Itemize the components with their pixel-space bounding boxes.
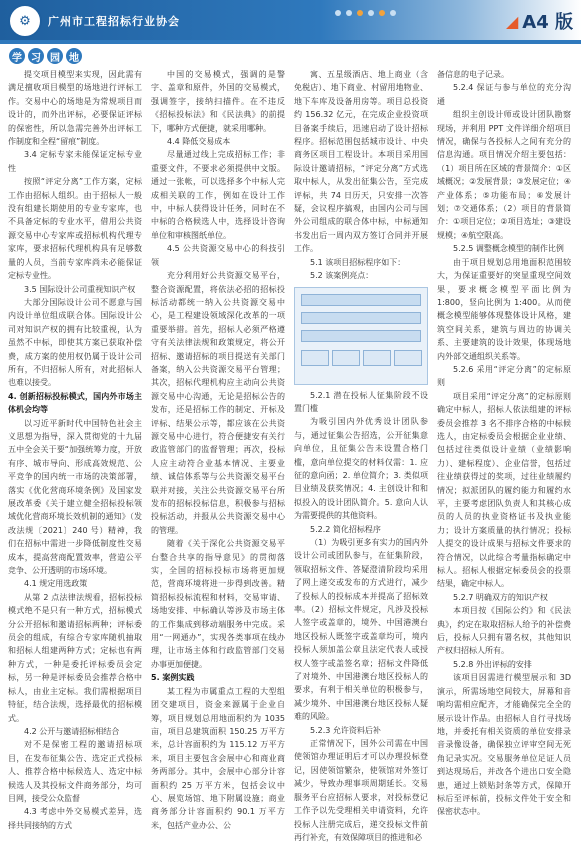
brand-name: 广州市工程招标行业协会 [48,15,180,28]
text-column-4 [437,68,571,817]
paragraph: 提交项目模型来实现，因此需有满足擅收项目模型的场地进行评标工作。交易中心的场地是为常规项目而设计的，而外出评标，必要保证评标的保密性，所以急需完善外出评标工作制度和全程“留痕”制度。 [8,70,142,147]
paragraph: 按照“评定分离”工作方案，定标工作由招标人组织。由于招标人一般没有组建长期使用的专业专家库，也不具备定标的专业水平，借用公共资源交易中心专家库或招标机构代理专家库，要求招标代理机构具有足够数量的人员，当前专家库尚未必能保证定标专业性。 [8,177,142,281]
paragraph: 尽量通过线上完成招标工作；非重要文件，不要求必须提供中文版。通过一张帐，可以选择多个中标人完成相关联的工作，例如在设计工作中，中标人获得设计任务，同时在不中标的合格候选人中，选择设计咨询单位和审核图纸单位。 [151,150,285,240]
paragraph: 组织主创设计师或设计团队勘察现场，并利用 PPT 文件详细介绍项目情况，确保与各投标人之间有充分的信息沟通。项目情况介绍主要包括：（1）项目所在区域的背景简介：①区域概况；②发展背景；③发展定位；④产业体系；⑤功能布局；⑥发展计划；⑦交通体系；（2）项目的背景简介：①项目定位；②项目选址；③建设规模；④航空限高。 [437,110,571,240]
page-header [0,0,581,64]
paragraph: 4.3 考虑中外交易模式差异，选择共同接纳的方式 [8,807,142,830]
edition-text: A4 版 [522,12,573,33]
section-char: 园 [47,48,63,64]
paragraph: 5.1 该项目招标程序如下： [310,257,406,267]
section-char: 地 [66,48,82,64]
paragraph: 大部分国际设计公司不愿意与国内设计单位组成联合体。国际设计公司对知识产权的拥有比较重视，认为虽然不中标，即使其方案已获取补偿费，成方案的使用权仍属于设计公司所有，不归招标人所有，对此招标人也难以接受。 [8,297,142,388]
section-char: 习 [28,48,44,64]
header-subbar [0,40,581,44]
paragraph: 正常情况下，国外公司需在中国使领馆办理证明后才可以办理投标登记，因使领馆繁杂，使领馆对外签订减少，导致办理事项周期延长。交易服务平台应招标人要求，对投标登记工作予以先受理相关申请资料，允许投标人注册完成后，递交投标文件前再行补充，有效保障项目的推进和必 [294,739,428,842]
logo-icon: ⚙ [8,4,42,38]
paragraph: 5.2.2 简化招标程序 [310,524,381,534]
paragraph: 5.2 该案例亮点： [310,271,374,281]
paragraph: 4.5 公共资源交易中心的科技引领 [151,244,285,267]
paragraph: 项目采用“评定分离”的定标原则确定中标人，招标人依法组建的评标委员会推荐 3 名不排序合格的中标候选人，由定标委员会根据企业业绩、包括过往类似设计业绩（业绩影响力）、建标程度）、企业信誉，包括过往业绩获得过的奖项，过往业绩履约情况；拟派团队的履约能力和履约水平，主要考虑团队负责人和其核心成员的人员的执业资格证书及执业能力；设计方案质量的执行情况；投标人提交的设计成果与招标文件要求的符合情况，以此综合考量指标确定中标人。招标人根据定标委员会的投票结果，确定中标人。 [437,391,571,589]
paragraph: 为吸引国内外优秀设计团队参与，通过征集公告招选，公开征集意向单位，且征集公告未设置合格门槛，意向单位提交的材料仅需：1. 应征的意向函；2. 单位简介；3. 类似项目业绩及获奖情况；4. 主创设计和和拟投入的设计团队简介。5. 意向人认为需要提供的其他资料。 [294,417,428,521]
paragraph: 5.2.5 调整概念模型的制作比例 [453,244,564,254]
paragraph: 4.4 降低交易成本 [167,137,231,147]
paragraph: 对不是保密工程的邀请招标项目，在发布征集公告、选定正式投标人、推荐合格中标候选人、选定中标候选人及其投标文件商务部分，均可目网，接受公众监督 [8,740,142,803]
table-cell [394,350,422,366]
paragraph: 5.2.8 外出评标的安排 [453,659,532,669]
decorative-dots [335,10,396,16]
paragraph: 4.2 公开与邀请招标相结合 [24,726,120,736]
table-cell [363,350,391,366]
brand [8,4,180,38]
section-char: 学 [9,48,25,64]
paragraph: 从第 2 点法律法规看，招标投标模式绝不是只有一种方式，招标模式分公开招标和邀请招标两种；评标委员会的组成，有综合专家库随机抽取和招标人组建两种方式；定标也有两种方式，一种是委托评标委员会定标，另一种是评标委员会推荐合格中标人，由业主定标。我们需根据项目特征，结合法规，选择最优的招标模式。 [8,592,142,723]
article-body [8,68,574,842]
paragraph: 随着《关于深化公共资源交易平台整合共享的指导意见》的贯彻落实，全国的招标投标市场将更加规范，营商环境将进一步得到改善。精简招标投标流程和材料，交易审请、场地安排、中标确认等涉及市场主体的工作集成到移动端服务中完成。采用“一网通办”，实现各类事项在线办理，让市场主体和行政监管部门交易办事更加便捷。 [151,539,285,669]
paragraph: 5.2.1 潜在投标人征集阶段不设置门槛 [294,390,428,413]
paragraph: 3.4 定标专家未能保证定标专业性 [8,150,142,173]
paragraph: 4.1 规定用选政策 [24,579,88,589]
text-column-1 [8,68,142,830]
edition-label [506,8,573,34]
paragraph: 该项目因需进行模型展示和 3D 演示，所需场地空间较大，屏幕和音响均需相应配齐，才能确保完全全的展示设计作品。由招标人自行寻找场地，并委托有相关资质的单位安排录音录像设备，确保独立评审空间无死角记录实况。交易服务单位足证人员到达现场后，并改各个进出口安全隐患，通过上锁贴封条等方式，保障开标后至评标前，投标文件处于安全和保密状态中。 [437,673,571,817]
paragraph: 5.2.3 允许资料后补 [310,725,381,735]
paragraph: 5.2.4 保证与参与单位的充分沟通 [437,83,571,106]
paragraph: 备信息的电子记录。 [437,70,509,79]
paragraph: 由于项目规划总用地面积范围较大，为保证重要好的突显重现空间效果，要求概念模型平面比例为 1:800，竖向比例为 1:400。从而使概念模型能够体现整体设计风格，建筑空间关系，建筑与周边的协调关系、主要建筑的设计效果，体现场地内外部交通组织关系等。 [437,257,571,361]
text-column-3 [294,68,428,842]
table-row [301,294,421,306]
table-cell [332,350,360,366]
text-column-2 [151,68,285,830]
paragraph: 某工程为市属重点工程的大型组团交建项目，资金来源属于企业自筹，项目规划总用地面积约为 1035 亩，项目总建筑面积 150.25 万平方米，总计容面积约为 115.12 万平方米，项目主要包含会展中心和商业商务两部分。其中，会展中心部分计容面积约 25 万平方米，包括会议中心、展览场馆、地下附属设施；商业商务部分计容面积约 90.1 万平方米，包括产业办公、公 [151,686,285,830]
paragraph: 中国的交易模式，强调的是警字、盖章和原件，外国的交易模式，强调签字，接纳扫描件。在不违反《招标投标法》和《民法典》的前提下，哪种方式便捷，就采用哪种。 [151,70,285,133]
process-table-image [294,287,428,385]
paragraph: 寓、五星级酒店、地上商业（含免税店）、地下商业、村留用地物业、地下车库及设备用房等。项目总投资约 156.32 亿元，在完成企业投资项目备案手续后，迅速启动了设计招标程序。招标范围包括城市设计、中央商务区项目工程设计。本项目采用国际设计邀请招标，“评定分离”方式选取中标人，从发出征集公告，至完成评标，共 74 日历天，只安排一次答疑，会议程序搞观，由国内公司与国外公司组成的联合体中标，中标通知书发出后一周内双方签订合同并开展工作。 [294,70,428,254]
table-row [301,312,421,324]
section-title [9,48,82,64]
section-heading: 5. 案例实践 [151,673,195,683]
table-row [301,330,421,342]
paragraph: 5.2.6 采用“评定分离”的定标原则 [437,364,571,388]
triangle-mark-icon: ◢ [505,11,519,31]
paragraph: 以习近平新时代中国特色社会主义思想为指导，深入贯彻党的十九届五中全会关于要“加强统筹力度，开放有序、城市导向、形成高效规范、公平竞争的国内统一市场的决策部署，落实《优化营商环境条例》及国家发展改革委《关于建立健全招标投标领域优化营商环境长效机制的通知》（发改法规〔2021〕240 号）精神，我们在招标中需进一步降低制度性交易成本，提高营商配置效率，营造公平竞争、公开透明的市场环境。 [8,418,142,576]
paragraph: （1）为吸引更多有实力的国内外设计公司或团队参与，在征集阶段，领取招标文件、答疑澄清阶段均采用了网上递交或发布的方式进行，减少了投标人的投标成本并提高了招标效率。（2）招标文件规定，凡涉及投标人签字或盖章的，境外、中国港澳台地区投标人既签字或盖章均可，境内投标人须加盖公章且法定代表人或授权人签字或盖签名章；招标文件降低了对境外、中国港澳台地区投标人的要求，有利于相关单位的积极参与，减少境外、中国港澳台地区投标人疑难的风险。 [294,537,428,722]
paragraph: 充分利用好公共资源交易平台，整合资源配置，将依法必招的招标投标活动都统一纳入公共资源交易中心，是工程建设领域深化改革的一项重要举措。首先，招标人必须严格遵守有关法律法规和政策规定，将公开招标、邀请招标的项目提送有关部门备案，纳入公共资源交易平台管理；其次，招标代理机构应主动向公共资源交易中心沟通，无论是招标公告的发布，还是招标工作的制定、开标及评标、结果公示等，都应该在公共资源交易中心进行，符合便捷安有关行政监管部门的监督管理；再次，投标人应主动符合业基本情况、主要业绩、诚信体系等与公共资源交易平台联并对接，关注公共资源交易平台所发布的招标投标信息，积极参与招标投标活动，并报从公共资源交易中心的管理。 [151,271,285,535]
section-heading: 4. 创新招标投标模式，国内外市场主体机会均等 [8,391,142,415]
paragraph: 本项目按《国际公约》和《民法典》，约定在取取招标人给予的补偿费后，投标人只拥有署名权，其他知识产权归招标人所有。 [437,606,571,656]
table-cell [301,350,329,366]
paragraph: 3.5 国际设计公司重视知识产权 [24,284,136,294]
paragraph: 5.2.7 明确双方的知识产权 [453,592,548,602]
